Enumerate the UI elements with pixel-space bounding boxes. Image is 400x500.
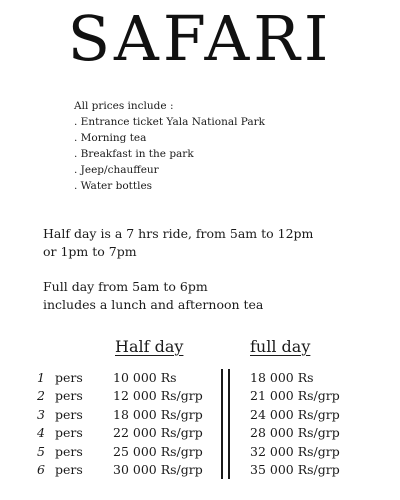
persons-unit: pers <box>55 388 83 404</box>
half-day-description <box>43 225 313 261</box>
persons-unit: pers <box>55 425 83 441</box>
includes-item: . Jeep/chauffeur <box>74 164 159 176</box>
half-day-price: 18 000 Rs/grp <box>113 406 203 422</box>
includes-list <box>74 98 265 194</box>
persons-unit: pers <box>55 443 83 459</box>
table-row <box>0 387 400 405</box>
full-day-line: includes a lunch and afternoon tea <box>43 297 264 312</box>
page-title: SAFARI <box>67 2 333 75</box>
table-row <box>0 406 400 424</box>
full-day-line: Full day from 5am to 6pm <box>43 279 208 294</box>
persons-unit: pers <box>55 370 83 385</box>
persons-count: 6 <box>37 461 45 477</box>
persons-count: 5 <box>37 443 45 459</box>
persons-count: 2 <box>37 388 45 404</box>
table-row <box>0 424 400 442</box>
full-day-description <box>43 278 263 314</box>
full-day-price: 18 000 Rs <box>250 370 314 385</box>
half-day-price: 25 000 Rs/grp <box>113 443 203 459</box>
half-day-price: 12 000 Rs/grp <box>113 388 203 404</box>
full-day-price: 35 000 Rs/grp <box>250 461 340 477</box>
full-day-price: 32 000 Rs/grp <box>250 443 340 459</box>
full-day-header: full day <box>250 337 311 356</box>
persons-count: 4 <box>37 425 45 441</box>
half-day-price: 10 000 Rs <box>113 370 177 385</box>
includes-heading: All prices include : <box>74 100 174 112</box>
half-day-line: or 1pm to 7pm <box>43 244 137 259</box>
persons-unit: pers <box>55 406 83 422</box>
table-row <box>0 461 400 479</box>
price-table <box>0 369 400 479</box>
half-day-price: 22 000 Rs/grp <box>113 425 203 441</box>
half-day-header: Half day <box>115 337 184 356</box>
full-day-price: 28 000 Rs/grp <box>250 425 340 441</box>
half-day-line: Half day is a 7 hrs ride, from 5am to 12pm <box>43 226 314 241</box>
includes-item: . Breakfast in the park <box>74 148 194 160</box>
table-row <box>0 369 400 387</box>
full-day-price: 24 000 Rs/grp <box>250 406 340 422</box>
full-day-price: 21 000 Rs/grp <box>250 388 340 404</box>
table-row <box>0 443 400 461</box>
includes-item: . Water bottles <box>74 180 153 192</box>
half-day-price: 30 000 Rs/grp <box>113 461 203 477</box>
persons-unit: pers <box>55 461 83 477</box>
includes-item: . Entrance ticket Yala National Park <box>74 116 266 128</box>
persons-count: 1 <box>37 370 45 385</box>
persons-count: 3 <box>37 406 45 422</box>
includes-item: . Morning tea <box>74 132 147 144</box>
